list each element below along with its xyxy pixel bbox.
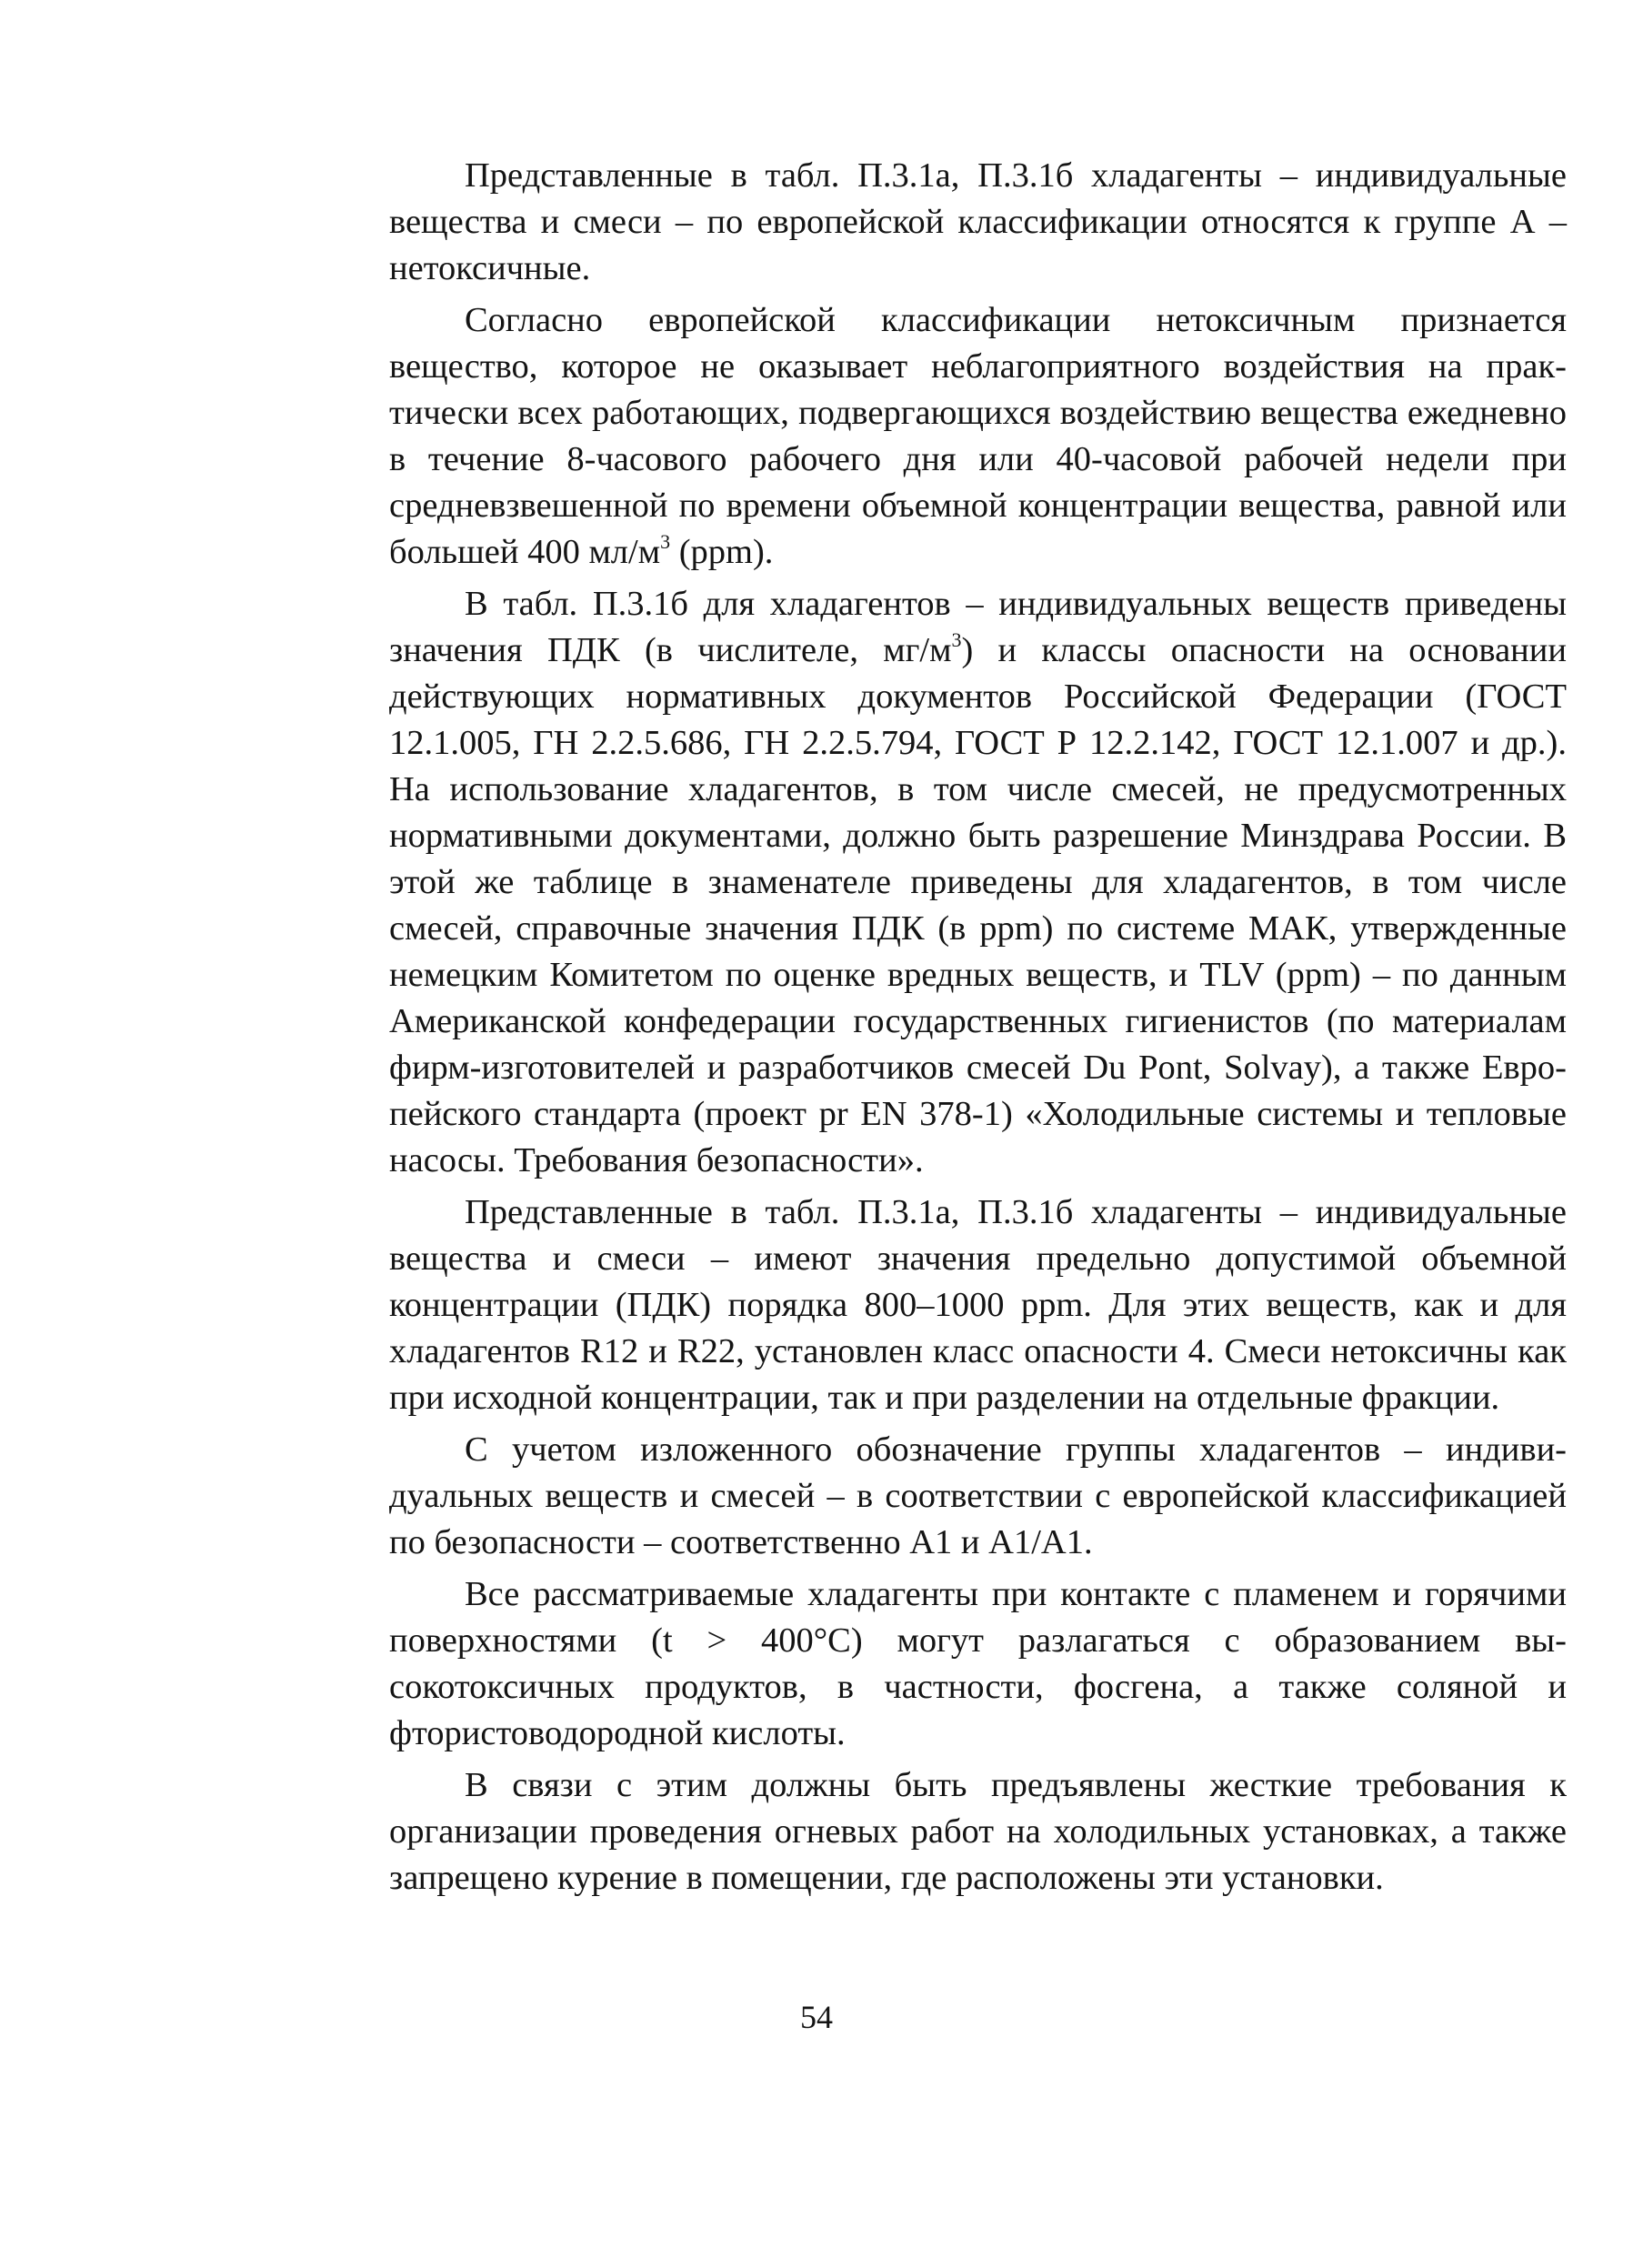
paragraph-3-text-end: ) и классы опасности на основании действующих нормативных документов Российской Федерации (ГОСТ 12.1.005, ГН 2.2.5.686, ГН 2.2.5.794, ГОСТ Р 12.2.142, ГОСТ 12.1.007 и др.). На использование хладагентов, в том числе смесей, не предусмотренных нормативными документами, должно быть разрешение Минздрава России. В этой же таблице в знаменателе приведены для хладагентов, в том числе смесей, справочные значения ПДК (в ppm) по системе МАК, утвержденные немецким Комитетом по оценке вредных веществ, и TLV (ppm) – по данным Американской конфедерации государственных гигиенистов (по материалам фирм-изготовителей и разработчиков смесей Du Pont, Solvay), а также Европейского стандарта (проект pr EN 378-1) «Холодильные системы и тепловые насосы. Требования безопасности». bbox=[389, 631, 1567, 1179]
paragraph-3 bbox=[389, 581, 1567, 1184]
paragraph-1: Представленные в табл. П.3.1а, П.3.1б хладагенты – индивидуальные вещества и смеси – по европейской классификации относятся к группе А – нетоксичные. bbox=[389, 156, 1567, 287]
paragraph-7: В связи с этим должны быть предъявлены жесткие требования к организации проведения огневых работ на холодильных установках, а также запрещено курение в помещении, где расположены эти установки. bbox=[389, 1766, 1567, 1897]
paragraph-2-text-end: (ppm). bbox=[670, 533, 774, 571]
page-body bbox=[389, 153, 1567, 1902]
paragraph-2-text: Согласно европейской классификации нетоксичным признается вещество, которое не оказывает неблагоприятного воздействия на практически всех работающих, подвергающихся воздействию вещества ежедневно в течение 8-часового рабочего дня или 40-часовой рабочей недели при средневзвешенной по времени объемной концентрации вещества, равной или большей 400 мл/м bbox=[389, 301, 1567, 571]
page-number: 54 bbox=[800, 1999, 833, 2035]
paragraph-2 bbox=[389, 297, 1567, 576]
paragraph-4: Представленные в табл. П.3.1а, П.3.1б хладагенты – индивидуальные вещества и смеси – имеют значения предельно допустимой объемной концентрации (ПДК) порядка 800–1000 ppm. Для этих веществ, как и для хладагентов R12 и R22, установлен класс опасности 4. Смеси нетоксичны как при исходной концентрации, так и при разделении на отдельные фракции. bbox=[389, 1193, 1567, 1417]
paragraph-5: С учетом изложенного обозначение группы хладагентов – индивидуальных веществ и смесей – в соответствии с европейской классификацией по безопасности – соответственно А1 и А1/А1. bbox=[389, 1430, 1567, 1561]
paragraph-6: Все рассматриваемые хладагенты при контакте с пламенем и горячими поверхностями (t > 400°С) могут разлагаться с образованием высокотоксичных продуктов, в частности, фосгена, а также соляной и фтористоводородной кислоты. bbox=[389, 1575, 1567, 1752]
superscript-exponent: 3 bbox=[660, 530, 671, 553]
superscript-exponent: 3 bbox=[951, 628, 962, 651]
paragraph-3-text: В табл. П.3.1б для хладагентов – индивидуальных веществ приведены значения ПДК (в числителе, мг/м bbox=[389, 585, 1567, 669]
